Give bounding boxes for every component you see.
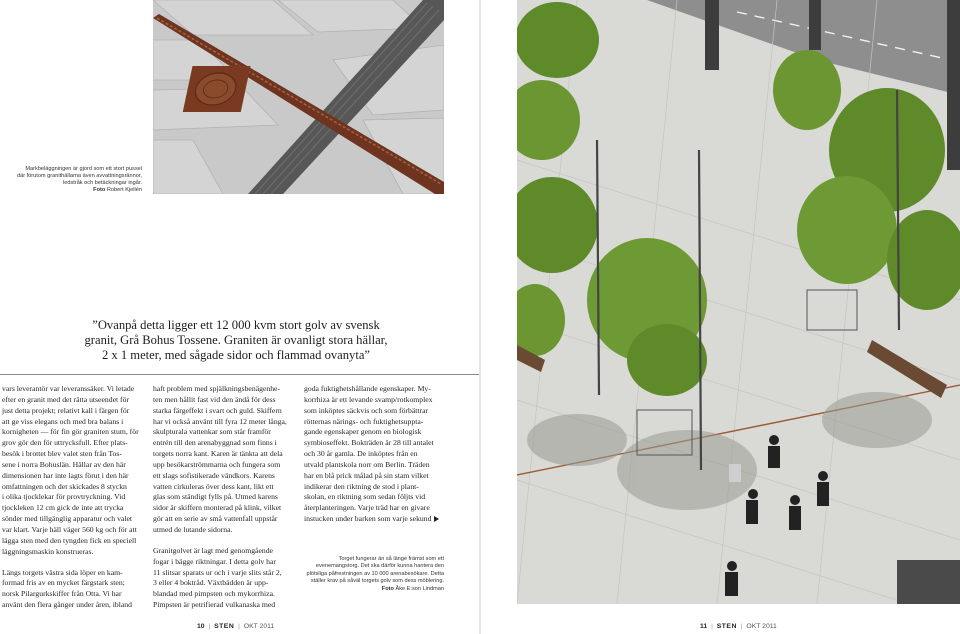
issue-date: OKT 2011 xyxy=(243,623,275,630)
body-line: var klart. Varje häll väger 560 kg och för att xyxy=(2,524,137,534)
caption-line: plötsliga påfrestningen av 10 000 arenabesökare. Detta xyxy=(306,570,444,577)
body-line: sene i norra Bohuslän. Hällar av den här xyxy=(2,459,126,469)
body-column-3 xyxy=(304,384,446,525)
body-line: skolan, en riktning som sedan följts vid xyxy=(304,492,426,502)
body-line: i olika tjocklekar för provtryckning. Vid xyxy=(2,492,126,502)
body-line: korrhiza är ett levande svamp/rotkomplex xyxy=(304,394,433,404)
pull-quote-line: ”Ovanpå detta ligger ett 12 000 kvm stort golv av svensk xyxy=(92,318,380,332)
body-line: 3 eller 4 boktråd. Växtbädden är upp- xyxy=(153,578,269,588)
body-line: utmed de lutande sidorna. xyxy=(153,524,233,534)
folio-separator: | xyxy=(711,623,713,630)
page-number: 10 xyxy=(197,623,205,630)
body-line: starka färgeffekt i svart och guld. Skiffern xyxy=(153,405,282,415)
body-line: just detta projekt; relativt kall i färgen för xyxy=(2,405,130,415)
credit-name: Robert Kjellén xyxy=(106,187,142,193)
folio-right xyxy=(700,623,777,631)
body-line: torgets norra kant. Karen är tänkta att dela xyxy=(153,449,283,459)
magazine-name: STEN xyxy=(716,623,737,630)
body-line-text: instucken under barken som varje sekund xyxy=(304,514,432,524)
body-line: och 30 år gamla. De inköptes från en xyxy=(304,449,418,459)
body-line: sidor är skiffern monterad på klink, vilket xyxy=(153,503,282,513)
caption-line: ställer krav på såväl torgets golv som dess möblering. xyxy=(310,578,444,585)
body-line: ett slags sofistikerade vändkors. Karens xyxy=(153,470,275,480)
body-line: fogar i bägge riktningar. I detta golv har xyxy=(153,556,276,566)
photo-caption-top xyxy=(14,166,142,194)
body-line: läggningsmaskin konstrueras. xyxy=(2,546,94,556)
body-line: vatten cirkuleras över dess kant, likt ett xyxy=(153,481,274,491)
body-line: glas som ständigt fylls på. Utmed karens xyxy=(153,492,278,502)
folio-separator: | xyxy=(208,623,211,630)
body-line: Granitgolvet är lagt med genomgående xyxy=(153,545,273,555)
body-line: entrén till den arenabyggnad som finns i xyxy=(153,438,277,448)
paragraph-gap xyxy=(153,536,295,546)
body-line-last xyxy=(304,514,446,525)
body-line: har vi också använt till fyra 12 meter långa, xyxy=(153,416,287,426)
body-line: goda fuktighetshållande egenskaper. My- xyxy=(304,384,431,393)
body-line: utvald plantskola norr om Berlin. Träden xyxy=(304,459,430,469)
body-line: använt den flera gånger under åren, ibland xyxy=(2,600,132,610)
body-line: norsk Pilargurkskiffer från Otta. Vi har xyxy=(2,589,122,599)
body-line: rötternas närings- och fuktighetsuppta- xyxy=(304,416,424,426)
body-line: ten men hållit fast vid den ändå för dess xyxy=(153,394,276,404)
paragraph-gap xyxy=(2,558,144,568)
body-column-2 xyxy=(153,384,295,611)
body-line: kornigheten — för fin gör graniten stum, för xyxy=(2,427,139,437)
plaza-photo xyxy=(517,0,960,604)
caption-line: där förutom granithällarna även avvattningsrännor, xyxy=(16,173,142,179)
body-line: upp besökarströmmarna och fungera som xyxy=(153,459,281,469)
caption-line: ledstråk och betäckningar ingår. xyxy=(63,180,142,186)
page-number: 11 xyxy=(700,623,708,630)
body-column-1 xyxy=(2,384,144,611)
body-line: blandad med pimpsten och mykorrhiza. xyxy=(153,589,275,599)
caption-line: evenemangstorg. Det ska därför kunna hantera den xyxy=(315,563,444,570)
body-line: vars leverantör var leveranssäker. Vi letade xyxy=(2,384,135,393)
caption-line: Markbeläggningen är gjord som ett stort pussel xyxy=(25,166,142,172)
body-line: 11 slitsar sparats ur och i varje slits står 2, xyxy=(153,567,282,577)
magazine-name: STEN xyxy=(214,623,235,630)
pull-quote-line: 2 x 1 meter, med sågade sidor och flammad ovanyta” xyxy=(101,348,371,362)
body-line: besök i brottet blev valet sten från Tos- xyxy=(2,449,122,459)
issue-date: OKT 2011 xyxy=(746,623,777,630)
body-line: sönder med tillgänglig apparatur och valet xyxy=(2,514,133,524)
continue-arrow-icon xyxy=(434,516,439,522)
body-line: efter en granit med det rätta utseendet för xyxy=(2,394,129,404)
body-line: att ge viss elegans och med bra balans i xyxy=(2,416,124,426)
divider-rule xyxy=(0,374,480,375)
body-line: skulpturala vattenkar som står framför xyxy=(153,427,271,437)
body-line: gör att en serie av små vattenfall uppstår xyxy=(153,514,278,524)
body-line: haft problem med spjälkningsbenägenhe- xyxy=(153,384,281,393)
photo-credit xyxy=(14,187,142,194)
body-line: som inköptes säckvis och som förbättrar xyxy=(304,405,429,415)
credit-name: Åke E:son Lindman xyxy=(395,585,444,592)
pull-quote-line: granit, Grå Bohus Tossene. Graniten är ovanligt stora hällar, xyxy=(84,333,388,347)
folio-left xyxy=(197,623,274,631)
credit-label: Foto xyxy=(93,187,106,193)
body-line: grov gör den för uttrycksfull. Efter plats- xyxy=(2,438,128,448)
body-line: lägga sten med den tyngden fick en speciell xyxy=(2,535,137,545)
body-line: gande egenskaper genom en biologisk xyxy=(304,427,422,437)
pavement-photo xyxy=(153,0,444,194)
credit-label: Foto xyxy=(381,585,394,592)
body-line: formad fris av en mycket färgstark sten; xyxy=(2,578,125,588)
body-line: tjockleken 12 cm gick de inte att trycka xyxy=(2,503,124,513)
photo-credit xyxy=(296,586,444,593)
body-line: omfattningen och det skickades 8 styckn xyxy=(2,481,127,491)
spread-gutter xyxy=(479,0,481,634)
body-line: Pimpsten är petrifierad vulkanaska med xyxy=(153,600,276,610)
body-line: indikerar den riktning de stod i plant- xyxy=(304,481,419,491)
folio-separator: | xyxy=(238,623,240,630)
folio-separator: | xyxy=(740,623,743,630)
pull-quote xyxy=(40,318,432,363)
caption-line: Torget fungerar än så länge främst som ett xyxy=(338,556,444,562)
body-line: Längs torgets västra sida löper en kam- xyxy=(2,567,123,577)
body-line: dimensionen har inte lagts förut i den här xyxy=(2,470,129,480)
body-line: återplanteringen. Varje träd har en givare xyxy=(304,503,430,513)
body-line: har en blå prick målad på sin stam vilket xyxy=(304,470,429,480)
photo-caption-bottom xyxy=(296,556,444,593)
body-line: symbioseffekt. Bokträden är 28 till antalet xyxy=(304,438,434,448)
